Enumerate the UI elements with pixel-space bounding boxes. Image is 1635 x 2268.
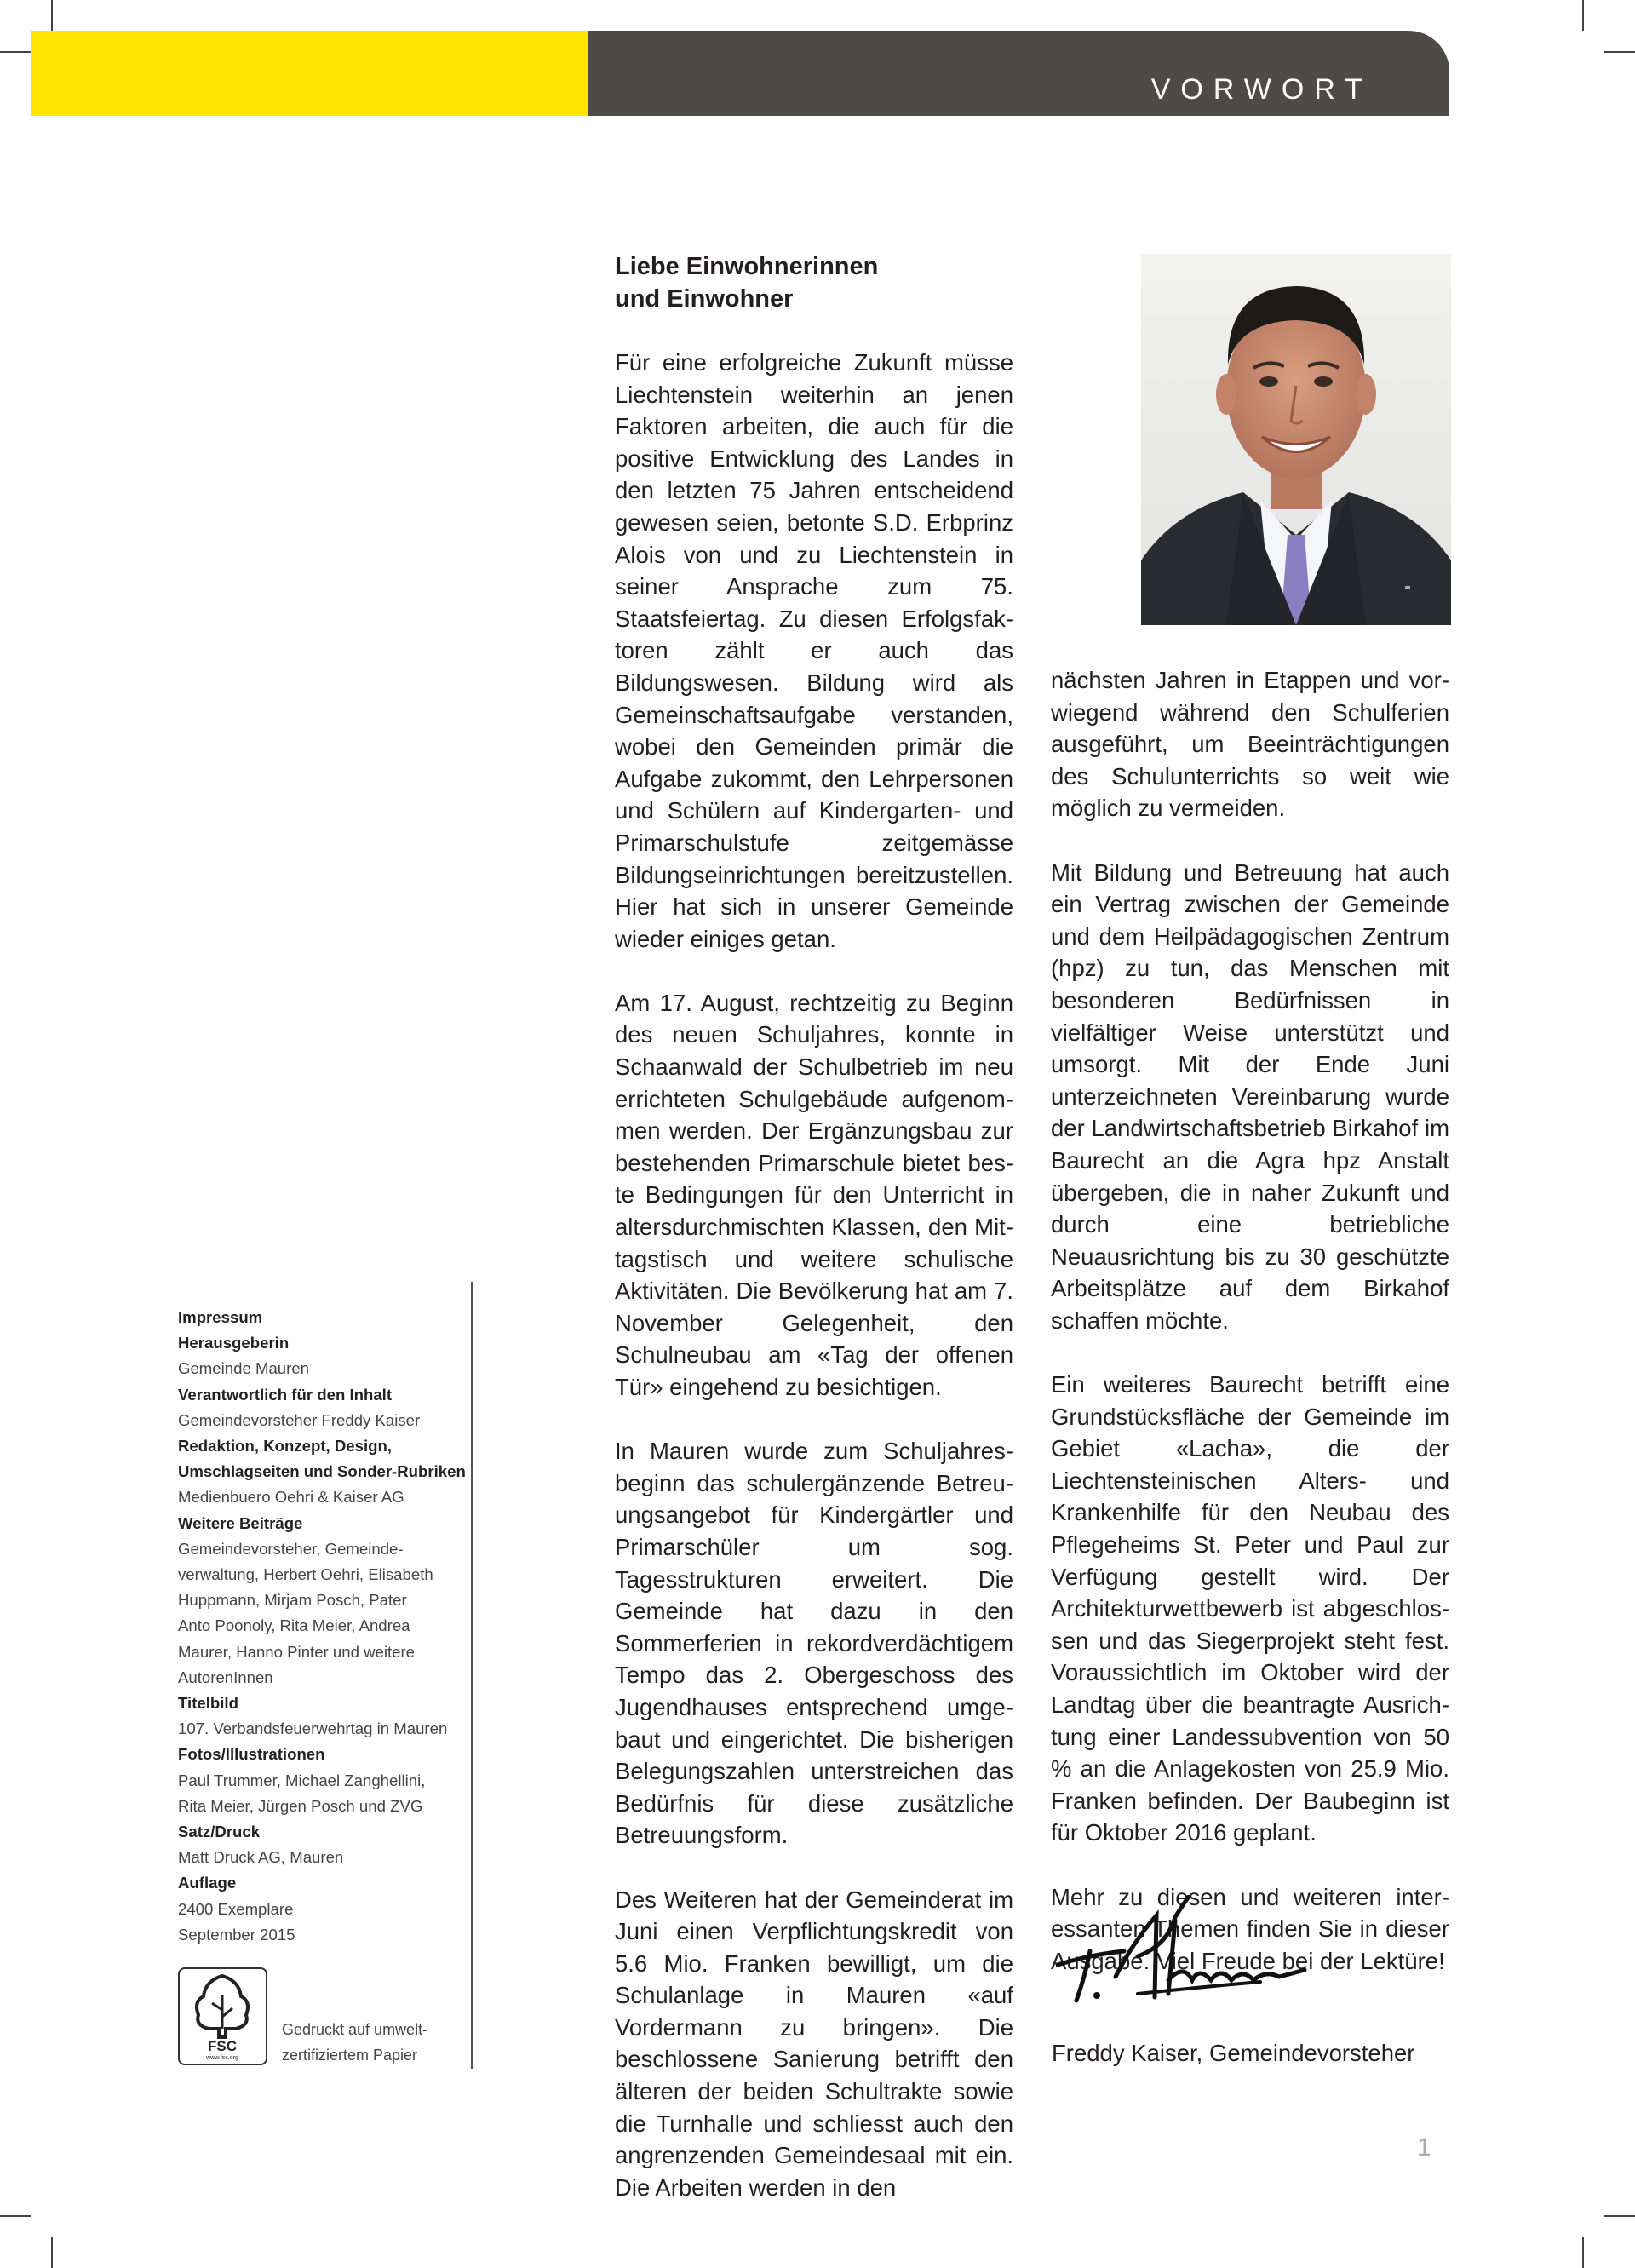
imprint-value: Paul Trummer, Michael Zanghellini, — [178, 1771, 426, 1789]
imprint-value: Maurer, Hanno Pinter und weitere — [178, 1642, 416, 1661]
fsc-tree-icon — [180, 1969, 266, 2064]
greeting-line-2: und Einwohner — [615, 285, 794, 313]
crop-mark — [0, 2215, 31, 2217]
imprint-value: Medienbuero Oehri & Kaiser AG — [178, 1488, 404, 1507]
crop-mark — [0, 51, 31, 53]
imprint-label: Titelbild — [178, 1694, 238, 1713]
paragraph: Am 17. August, rechtzeitig zu Beginn des neuen Schuljahres, konnte in Schaanwald der Schulbetrieb im neu errichteten Schulgebäude aufgenommen werden. Der Ergänzungsbau zur bestehenden Primarschule bietet beste Bedingungen für den Unterricht in altersdurchmischten Klassen, den Mittagstisch und weitere schulische Aktivitäten. Die Bevölkerung hat am 7. November Gelegenheit, den Schulneubau am «Tag der offenen Tür» eingehend zu besichtigen. — [615, 989, 1013, 1400]
letter-column-2 — [1051, 664, 1449, 1977]
paragraph: nächsten Jahren in Etappen und vorwiegend während den Schulferien ausgeführt, um Beeinträchtigungen des Schulunterrichts so weit wie möglich zu vermeiden. — [1051, 667, 1449, 822]
imprint-value: Gemeindevorsteher Freddy Kaiser — [178, 1410, 421, 1429]
fsc-note-line: zertifiziertem Papier — [282, 2047, 418, 2064]
header-accent-bar — [31, 31, 588, 116]
portrait-illustration — [1141, 254, 1451, 625]
crop-mark — [1604, 2215, 1635, 2217]
imprint — [178, 1305, 468, 1948]
crop-mark — [51, 2237, 53, 2268]
signature-drawing — [1056, 1895, 1311, 2014]
crop-mark — [1604, 51, 1635, 53]
imprint-label: Herausgeberin — [178, 1334, 290, 1352]
imprint-value: 2400 Exemplare — [178, 1899, 294, 1918]
greeting — [615, 250, 1013, 315]
imprint-label: Weitere Beiträge — [178, 1513, 303, 1532]
signer-name: Freddy Kaiser, Gemeindevorsteher — [1052, 2040, 1415, 2066]
imprint-label: Verantwortlich für den Inhalt — [178, 1385, 393, 1404]
paragraph: Für eine erfolgreiche Zukunft müsse Liechtenstein weiterhin an jenen Faktoren arbeiten, die auch für die positive Entwicklung des Landes in den letzten 75 Jahren entscheidend gewesen seien, betonte S.D. Erbprinz Alois von und zu Liechtenstein in seiner Ansprache zum 75. Staatsfeiertag. Zu diesen Erfolgsfaktoren zählt er auch das Bildungswesen. Bildung wird als Gemeinschaftsaufgabe verstanden, wobei den Gemeinden primär die Aufgabe zukommt, den Lehrpersonen und Schülern auf Kindergarten- und Primarschulstufe zeitgemässe Bildungseinrichtungen bereitzustellen. Hier hat sich in unserer Gemeinde wieder einiges getan. — [615, 349, 1013, 952]
imprint-value: AutorenInnen — [178, 1668, 273, 1686]
crop-mark — [51, 0, 53, 31]
imprint-value: Anto Poonoly, Rita Meier, Andrea — [178, 1616, 410, 1635]
signature — [1056, 1895, 1311, 2014]
paragraph: In Mauren wurde zum Schuljahresbeginn das schulergänzende Betreuungsangebot für Kindergärtler und Primarschüler um sog. Tagesstrukturen erweitert. Die Gemeinde hat dazu in den Sommerferien in rekordverdächtigem Tempo das 2. Obergeschoss des Jugendhauses entsprechend umgebaut und eingerichtet. Die bisherigen Belegungszahlen unterstreichen das Bedürfnis für diese zusätzliche Betreuungsform. — [615, 1438, 1013, 1849]
paragraph: Mehr zu diesen und weiteren interessanten Themen finden Sie in dieser Ausgabe. Viel Freude bei der Lektüre! — [1051, 1883, 1449, 1974]
imprint-label: Redaktion, Konzept, Design, — [178, 1437, 393, 1456]
section-title: VORWORT — [1150, 73, 1373, 106]
imprint-value: Gemeindevorsteher, Gemeinde- — [178, 1539, 404, 1558]
imprint-value: Huppmann, Mirjam Posch, Pater — [178, 1591, 407, 1610]
letter-column-1 — [615, 250, 1013, 2203]
page-number: 1 — [1417, 2133, 1431, 2162]
fsc-logo-url: www.fsc.org — [206, 2055, 238, 2061]
paragraph: Mit Bildung und Betreuung hat auch ein Vertrag zwischen der Gemeinde und dem Heilpädagogischen Zentrum (hpz) zu tun, das Menschen mit besonderen Bedürfnissen in vielfältiger Weise unterstützt und umsorgt. Mit der Ende Juni unterzeichneten Vereinbarung wurde der Landwirtschaftsbetrieb Birkahof im Baurecht an die Agra hpz Anstalt übergeben, die in naher Zukunft und durch eine betriebliche Neuausrichtung bis zu 30 geschützte Arbeitsplätze auf dem Birkahof schaffen möchte. — [1051, 858, 1449, 1334]
imprint-value: Matt Druck AG, Mauren — [178, 1848, 344, 1867]
header-bar — [588, 31, 1449, 116]
greeting-line-1: Liebe Einwohnerinnen — [615, 253, 879, 280]
fsc-logo — [178, 1967, 267, 2065]
crop-mark — [1582, 2237, 1584, 2268]
portrait-photo — [1141, 254, 1451, 625]
fsc-note — [282, 2017, 427, 2068]
imprint-value: Rita Meier, Jürgen Posch und ZVG — [178, 1796, 423, 1815]
imprint-label: Fotos/Illustrationen — [178, 1745, 325, 1764]
imprint-divider — [471, 1282, 473, 2069]
imprint-label: Satz/Druck — [178, 1823, 261, 1841]
paragraph: Des Weiteren hat der Gemeinderat im Juni einen Verpflichtungskredit von 5.6 Mio. Franken bewilligt, um die Schulanlage in Mauren «auf Vordermann zu bringen». Die beschlossene Sanierung betrifft den älteren der beiden Schultrakte sowie die Turnhalle und schliesst auch den angrenzenden Gemeindesaal mit ein. Die Arbeiten werden in den — [615, 1886, 1013, 2201]
imprint-title: Impressum — [178, 1308, 263, 1326]
fsc-note-line: Gedruckt auf umwelt- — [282, 2021, 428, 2038]
imprint-value: Gemeinde Mauren — [178, 1359, 309, 1378]
crop-mark — [1582, 0, 1584, 31]
fsc-logo-text: FSC — [208, 2038, 237, 2054]
imprint-value: verwaltung, Herbert Oehri, Elisabeth — [178, 1565, 433, 1584]
imprint-label: Umschlagseiten und Sonder-Rubriken — [178, 1462, 466, 1481]
imprint-label: Auflage — [178, 1874, 237, 1892]
imprint-value: September 2015 — [178, 1925, 295, 1944]
imprint-value: 107. Verbandsfeuerwehrtag in Mauren — [178, 1720, 448, 1738]
paragraph: Ein weiteres Baurecht betrifft eine Grundstücksfläche der Gemeinde im Gebiet «Lacha», die der Liechtensteinischen Alters- und Krankenhilfe für den Neubau des Pflegeheims St. Peter und Paul zur Verfügung gestellt wird. Der Architekturwettbewerb ist abgeschlossen und das Siegerprojekt steht fest. Voraussichtlich im Oktober wird der Landtag über die beantragte Ausrichtung einer Landessubvention von 50 % an die Anlagekosten von 25.9 Mio. Franken befinden. Der Baubeginn ist für Oktober 2016 geplant. — [1051, 1371, 1449, 1846]
